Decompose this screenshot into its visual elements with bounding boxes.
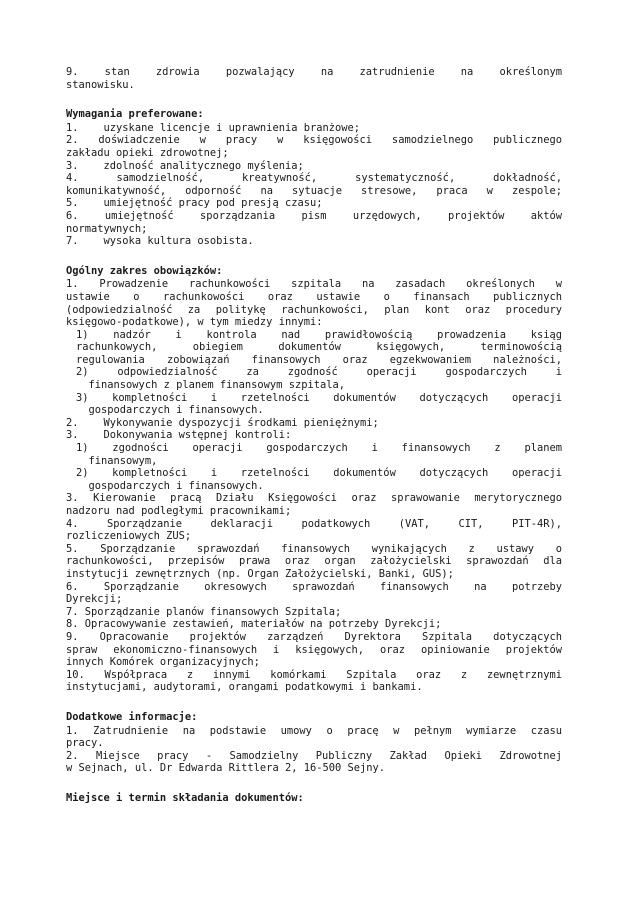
text-line: 4. Sporządzanie deklaracji podatkowych (VAT, CIT, PIT-4R), — [66, 517, 562, 530]
text-line: stanowisku. — [66, 78, 135, 91]
section-heading-preferred: Wymagania preferowane: — [66, 108, 204, 121]
text-line: 10. Współpraca z innymi komórkami Szpitala oraz z zewnętrznymi — [66, 668, 562, 681]
text-line: 8. Opracowywanie zestawień, materiałów na potrzeby Dyrekcji; — [66, 618, 442, 631]
text-line: gospodarczych i finansowych. — [76, 479, 264, 492]
text-line: 1. uzyskane licencje i uprawnienia branżowe; — [66, 121, 361, 134]
section-heading-additional: Dodatkowe informacje: — [66, 710, 198, 723]
text-line: 3) kompletności i rzetelności dokumentów dotyczących operacji — [76, 391, 562, 404]
duties-list — [66, 278, 562, 694]
text-line: 1) nadzór i kontrola nad prawidłowością prowadzenia ksiąg — [76, 328, 562, 341]
text-line: (odpowiedzialność za politykę rachunkowości, plan kont oraz procedury — [66, 303, 562, 316]
text-line: komunikatywność, odporność na sytuacje stresowe, praca w zespole; — [66, 184, 562, 197]
text-line: 6. umiejętność sporządzania pism urzędowych, projektów aktów — [66, 209, 562, 222]
text-line: 3. Dokonywania wstępnej kontroli: — [66, 429, 292, 442]
text-line: 9. Opracowanie projektów zarządzeń Dyrektora Szpitala dotyczących — [66, 630, 562, 643]
text-line: 2. Wykonywanie dyspozycji środkami pieniężnymi; — [66, 416, 379, 429]
text-line: ustawie o rachunkowości oraz ustawie o finansach publicznych — [66, 290, 562, 303]
text-line: instytucji zewnętrznych (np. Organ Założycielski, Banki, GUS); — [66, 567, 454, 580]
text-line: 2. Miejsce pracy - Samodzielny Publiczny Zakład Opieki Zdrowotnej — [66, 749, 562, 762]
text-line: Dyrekcji; — [66, 593, 123, 606]
additional-list — [66, 725, 562, 775]
text-line: gospodarczych i finansowych. — [76, 404, 264, 417]
preferred-list — [66, 122, 562, 248]
text-line: 2. doświadczenie w pracy w księgowości samodzielnego publicznego — [66, 134, 562, 147]
text-line: instytucjami, audytorami, orangami podatkowymi i bankami. — [66, 681, 423, 694]
section-heading-place: Miejsce i termin składania dokumentów: — [66, 791, 304, 804]
text-line: 6. Sporządzanie okresowych sprawozdań finansowych na potrzeby — [66, 580, 562, 593]
text-line: 2) kompletności i rzetelności dokumentów dotyczących operacji — [76, 467, 562, 480]
text-line: 3. zdolność analitycznego myślenia; — [66, 159, 304, 172]
section-heading-duties: Ogólny zakres obowiązków: — [66, 264, 223, 277]
text-line: 1. Prowadzenie rachunkowości szpitala na zasadach określonych w — [66, 278, 562, 291]
text-line: regulowania zobowiązań finansowych oraz egzekwowaniem należności, — [76, 353, 562, 366]
text-line: 2) odpowiedzialność za zgodność operacji gospodarczych i — [76, 366, 562, 379]
text-line: 5. Sporządzanie sprawozdań finansowych wynikających z ustawy o — [66, 542, 562, 555]
text-line: nadzoru nad podległymi pracownikami; — [66, 505, 292, 517]
text-line: 9. stan zdrowia pozwalający na zatrudnienie na określonym — [66, 66, 562, 78]
text-line: pracy. — [66, 737, 104, 750]
text-line: w Sejnach, ul. Dr Edwarda Rittlera 2, 16-500 Sejny. — [66, 762, 386, 775]
text-line: księgowo-podatkowe), w tym miedzy innymi: — [66, 316, 323, 329]
text-line: normatywnych; — [66, 222, 148, 235]
text-line: rozliczeniowych ZUS; — [66, 530, 192, 543]
text-line: 4. samodzielność, kreatywność, systematyczność, dokładność, — [66, 172, 562, 185]
text-line: 5. umiejętność pracy pod presją czasu; — [66, 197, 323, 210]
text-line: rachunkowości, przepisów prawa oraz organ założycielski sprawozdań dla — [66, 555, 562, 568]
text-line: 1. Zatrudnienie na podstawie umowy o pracę w pełnym wymiarze czasu — [66, 724, 562, 737]
text-line: 3. Kierowanie pracą Działu Księgowości oraz sprawowanie merytorycznego — [66, 492, 562, 505]
text-line: rachunkowych, obiegiem dokumentów księgowych, terminowością — [76, 341, 562, 354]
text-line: spraw ekonomiczno-finansowych i księgowych, oraz opiniowanie projektów — [66, 643, 562, 656]
text-line: 7. wysoka kultura osobista. — [66, 235, 254, 248]
text-line: zakładu opieki zdrowotnej; — [66, 146, 229, 159]
text-line: 1) zgodności operacji gospodarczych i finansowych z planem — [76, 442, 562, 455]
text-line: innych Komórek organizacyjnych; — [66, 656, 260, 669]
text-line: finansowym, — [76, 454, 158, 467]
text-line: finansowych z planem finansowym szpitala, — [76, 379, 345, 392]
text-line: 7. Sporządzanie planów finansowych Szpitala; — [66, 605, 342, 618]
document-body — [66, 66, 562, 805]
